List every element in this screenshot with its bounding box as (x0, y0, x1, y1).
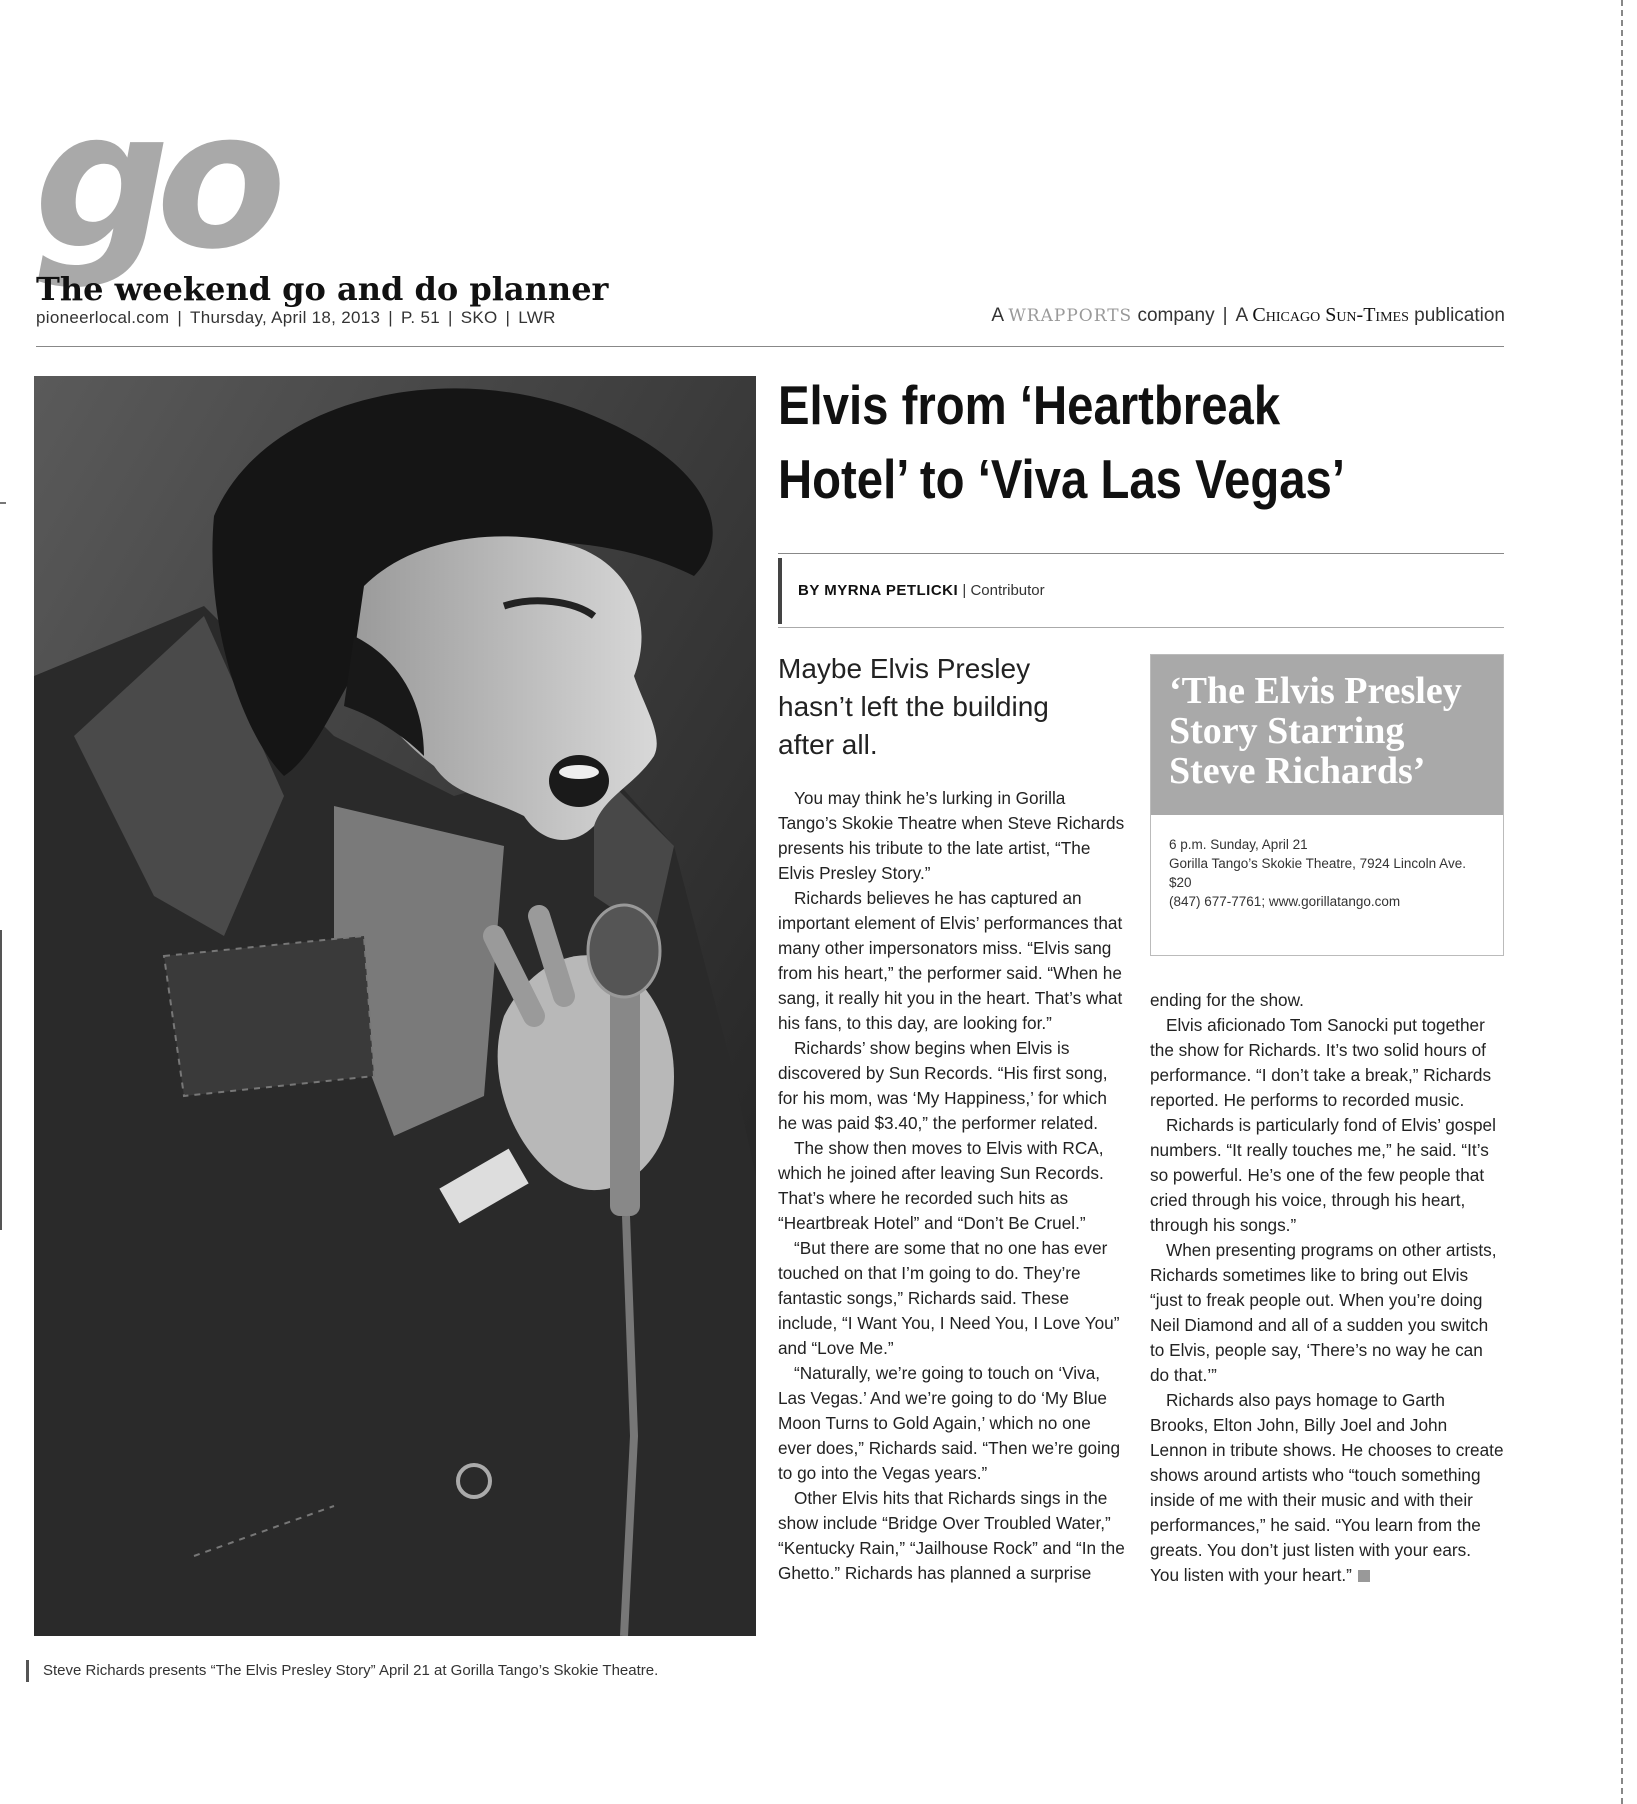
publisher-text: A (991, 305, 1004, 326)
publisher-text: company (1137, 305, 1215, 326)
dateline-edition: LWR (518, 308, 556, 327)
byline-role: Contributor (970, 582, 1045, 599)
scan-mark (0, 930, 2, 1230)
wrapports-logo: WRAPPORTS (1008, 306, 1133, 326)
article-column-1 (778, 786, 1126, 1586)
event-contact: (847) 677-7761; www.gorillatango.com (1169, 894, 1401, 909)
article-column-2 (1150, 988, 1504, 1588)
event-title: ‘The Elvis Presley Story Starring Steve Richards’ (1151, 655, 1503, 815)
event-info-box (1150, 654, 1504, 956)
event-venue: Gorilla Tango’s Skokie Theatre, 7924 Lincoln Ave. (1169, 856, 1466, 871)
article-paragraph: Richards is particularly fond of Elvis’ gospel numbers. “It really touches me,” he said. “It’s so powerful. He’s one of the few people that cried through his voice, through his heart, through his songs.” (1150, 1115, 1496, 1235)
divider (778, 627, 1504, 628)
elvis-performer-photo (34, 376, 756, 1636)
publisher-text: publication (1414, 305, 1505, 326)
divider (36, 346, 1504, 347)
article-paragraph (1150, 1388, 1504, 1588)
dateline-edition: SKO (460, 308, 498, 327)
section-tagline: The weekend go and do planner (36, 270, 609, 308)
article-paragraph: Elvis aficionado Tom Sanocki put together the show for Richards. It’s two solid hours of performance. “I don’t take a break,” Richards reported. He performs to recorded music. (1150, 1015, 1492, 1110)
article-paragraph: You may think he’s lurking in Gorilla Tango’s Skokie Theatre when Steve Richards presents his tribute to the late artist, “The Elvis Presley Story.” (778, 788, 1125, 883)
event-details (1151, 815, 1503, 931)
publisher-text: A (1235, 305, 1248, 326)
article-paragraph: Richards believes he has captured an important element of Elvis’ performances that many other impersonators miss. “Elvis sang from his heart,” the performer said. “When he sang, it really hit you in the heart. That’s what his fans, to this day, are looking for.” (778, 888, 1123, 1033)
event-time: 6 p.m. Sunday, April 21 (1169, 837, 1308, 852)
divider (778, 553, 1504, 554)
article-paragraph: The show then moves to Elvis with RCA, which he joined after leaving Sun Records. That’s where he recorded such hits as “Heartbreak Hotel” and “Don’t Be Cruel.” (778, 1138, 1104, 1233)
dateline: pioneerlocal.com | Thursday, April 18, 2013 | P. 51 | SKO | LWR (36, 308, 556, 327)
article-paragraph: When presenting programs on other artists, Richards sometimes like to bring out Elvis “just to freak people out. When you’re doing Neil Diamond and all of a sudden you switch to Elvis, people say, ‘There’s no way he can do that.’” (1150, 1240, 1497, 1385)
article-lede: Maybe Elvis Presley hasn’t left the building after all. (778, 653, 1049, 760)
article-paragraph: “But there are some that no one has ever touched on that I’m going to do. They’re fantastic songs,” Richards said. These include, “I Want You, I Need You, I Love You” and “Love Me.” (778, 1238, 1120, 1358)
headline-line: Elvis from ‘Heartbreak (778, 374, 1281, 436)
article-paragraph: Richards’ show begins when Elvis is discovered by Sun Records. “His first song, for his mom, was ‘My Happiness,’ for which he was paid $3.40,” the performer related. (778, 1038, 1108, 1133)
dateline-site: pioneerlocal.com (36, 308, 170, 327)
headline (778, 368, 1518, 516)
page-edge (1620, 0, 1623, 1804)
photo-caption: Steve Richards presents “The Elvis Presley Story” April 21 at Gorilla Tango’s Skokie Theatre. (26, 1660, 743, 1682)
sun-times-logo: Chicago Sun-Times (1252, 304, 1409, 326)
publisher-line: A WRAPPORTS company | A Chicago Sun-Times publication (991, 304, 1505, 326)
dateline-page: P. 51 (400, 308, 440, 327)
byline-author: BY MYRNA PETLICKI (798, 582, 959, 599)
byline: BY MYRNA PETLICKI | Contributor (778, 558, 1504, 624)
dateline-date: Thursday, April 18, 2013 (190, 308, 381, 327)
article-paragraph: “Naturally, we’re going to touch on ‘Viva, Las Vegas.’ And we’re going to do ‘My Blue Moon Turns to Gold Again,’ which no one ever does,” Richards said. “Then we’re going to go into the Vegas years.” (778, 1363, 1121, 1483)
headline-line: Hotel’ to ‘Viva Las Vegas’ (778, 448, 1345, 510)
article-paragraph: Other Elvis hits that Richards sings in the show include “Bridge Over Troubled Water,” “Kentucky Rain,” “Jailhouse Rock” and “In the Ghetto.” Richards has planned a surprise (778, 1488, 1125, 1583)
event-price: $20 (1169, 875, 1192, 890)
article-paragraph-text: Richards also pays homage to Garth Brooks, Elton John, Billy Joel and John Lennon in tribute shows. He chooses to create shows around artists who “touch something inside of me with their music and with their performances,” he said. “You learn from the greats. You don’t just listen with your ears. You listen with your heart.” (1150, 1390, 1504, 1585)
article-paragraph: ending for the show. (1150, 990, 1304, 1010)
end-mark-icon (1358, 1570, 1370, 1582)
scan-mark (0, 502, 6, 504)
section-logo: go (34, 70, 273, 291)
